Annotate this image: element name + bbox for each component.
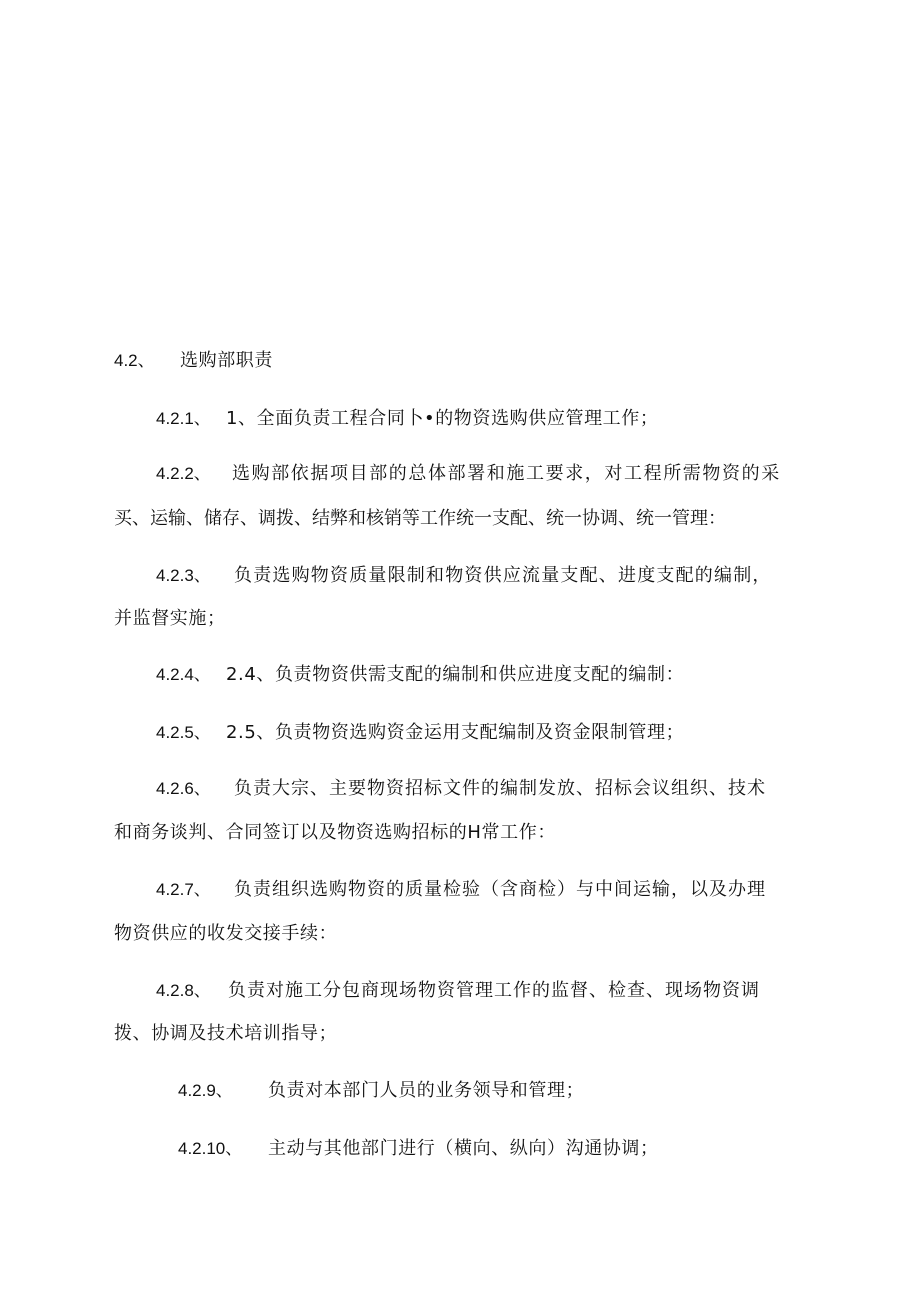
clause-number: 4.2.3、 bbox=[156, 566, 211, 585]
clause-number: 4.2.5、 bbox=[156, 723, 211, 742]
clause-number: 4.2.7、 bbox=[156, 880, 211, 899]
clause-text: 负责对本部门人员的业务领导和管理； bbox=[268, 1080, 585, 1101]
clause-text-continued: 并监督实施； bbox=[114, 608, 226, 629]
clause-text: 负责对施工分包商现场物资管理工作的监督、检查、现场物资调 bbox=[228, 980, 760, 1001]
clause-text-continued: 买、运输、储存、调拨、结弊和核销等工作统一支配、统一协调、统一管理： bbox=[114, 508, 726, 529]
clause-number: 4.2.9、 bbox=[178, 1081, 233, 1100]
clause-number: 4.2.10、 bbox=[178, 1139, 243, 1158]
clause-number: 4.2.1、 bbox=[156, 409, 211, 428]
section-number: 4.2、 bbox=[114, 351, 155, 370]
clause-number: 4.2.8、 bbox=[156, 981, 211, 1000]
clause-text: 2.5、负责物资选购资金运用支配编制及资金限制管理； bbox=[226, 722, 685, 743]
clause-text: 1、全面负责工程合同卜•的物资选购供应管理工作； bbox=[226, 408, 659, 429]
clause-text: 2.4、负责物资供需支配的编制和供应进度支配的编制： bbox=[226, 664, 685, 685]
clause-text: 选购部依据项目部的总体部署和施工要求，对工程所需物资的采 bbox=[232, 463, 781, 484]
clause-number: 4.2.4、 bbox=[156, 665, 211, 684]
clause-text: 负责组织选购物资的质量检验（含商检）与中间运输，以及办理 bbox=[234, 879, 766, 900]
section-title: 选购部职责 bbox=[180, 350, 273, 371]
clause-text-continued: 物资供应的收发交接手续： bbox=[114, 923, 338, 944]
clause-text-continued: 和商务谈判、合同签订以及物资选购招标的H常工作： bbox=[114, 822, 556, 843]
clause-text: 负责选购物资质量限制和物资供应流量支配、进度支配的编制， bbox=[234, 565, 772, 586]
clause-number: 4.2.6、 bbox=[156, 779, 211, 798]
clause-text: 负责大宗、主要物资招标文件的编制发放、招标会议组织、技术 bbox=[234, 778, 766, 799]
clause-number: 4.2.2、 bbox=[156, 464, 211, 483]
clause-text-continued: 拨、协调及技术培训指导； bbox=[114, 1023, 338, 1044]
clause-text: 主动与其他部门进行（横向、纵向）沟通协调； bbox=[268, 1138, 659, 1159]
